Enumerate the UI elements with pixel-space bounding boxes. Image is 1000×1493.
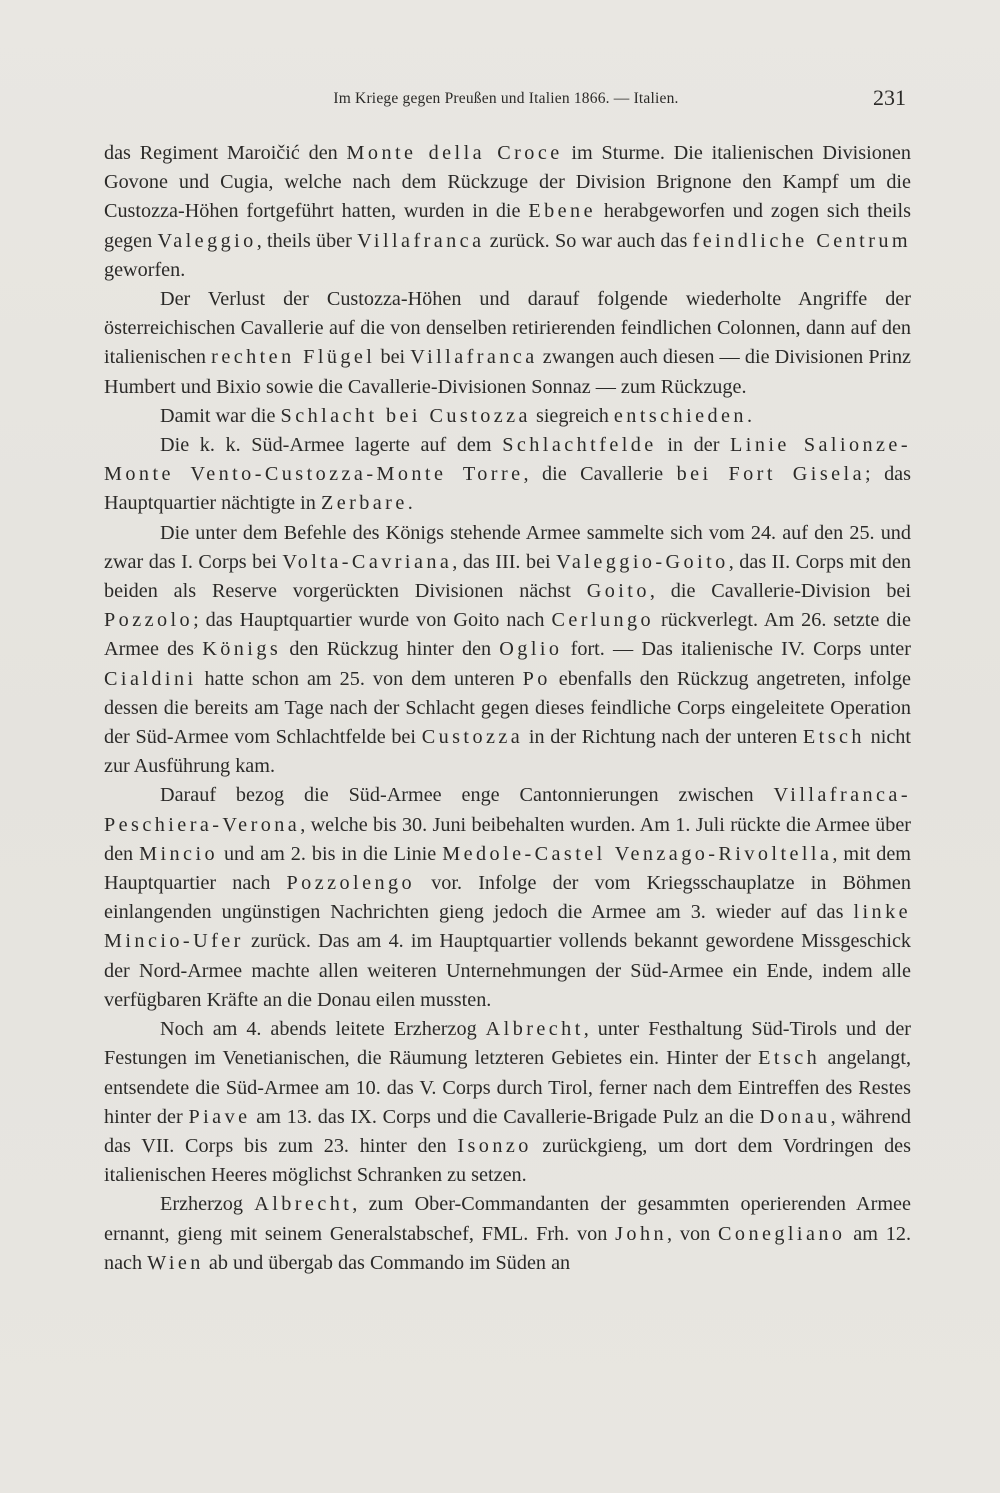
text-run: und am 2. bis in die Linie xyxy=(218,842,443,865)
spaced-emphasis: Schlachtfelde xyxy=(502,434,657,457)
spaced-emphasis: Valeggio xyxy=(157,229,257,252)
spaced-emphasis: entschieden xyxy=(613,404,747,427)
text-run: rückverlegt. Am 26. setzte die Armee des xyxy=(104,609,911,661)
spaced-emphasis: Albrecht xyxy=(254,1193,353,1216)
text-run: nicht zur Ausführung kam. xyxy=(104,726,911,778)
spaced-emphasis: Volta-Cavriana xyxy=(282,550,453,573)
paragraph xyxy=(104,1015,911,1190)
text-run: , zum Ober-Commandanten der gesammten operierenden Armee ernannt, gieng mit seinem Generalstabschef, FML. Frh. von xyxy=(104,1193,911,1245)
spaced-emphasis: Cerlungo xyxy=(551,609,655,632)
spaced-emphasis: feindliche Centrum xyxy=(692,229,912,252)
text-run: ebenfalls den Rückzug angetreten, infolge dessen die bereits am Tage nach der Schlacht gegen dieses feindliche Corps eingeleitete Operation der Süd-Armee vom Schlachtfelde bei xyxy=(104,667,911,749)
spaced-emphasis: Piave xyxy=(188,1105,251,1128)
text-run: siegreich xyxy=(530,404,614,427)
paragraph xyxy=(104,1190,911,1278)
spaced-emphasis: Monte della Croce xyxy=(346,142,563,164)
body-text xyxy=(104,139,911,1278)
text-run: in der Richtung nach der unteren xyxy=(523,726,803,749)
spaced-emphasis: Mincio xyxy=(139,842,219,865)
text-run: vor. Infolge der vom Kriegsschauplatze in Böhmen einlangenden ungünstigen Nachrichten gieng jedoch die Armee am 3. wieder auf das xyxy=(104,872,911,924)
text-run: angelangt, entsendete die Süd-Armee am 10. das V. Corps durch Tirol, ferner nach dem Eintreffen des Restes hinter der xyxy=(104,1047,911,1128)
spaced-emphasis: bei Fort Gisela xyxy=(676,463,865,486)
spaced-emphasis: Wien xyxy=(147,1251,204,1274)
text-run: das Regiment Maroičić den xyxy=(104,142,347,164)
spaced-emphasis: Ebene xyxy=(528,200,596,223)
spaced-emphasis: Conegliano xyxy=(718,1222,846,1245)
text-run: Damit war die xyxy=(160,404,281,427)
spaced-emphasis: Donau xyxy=(759,1105,831,1128)
text-run: ab und übergab das Commando im Süden an xyxy=(203,1251,571,1274)
text-run: hatte schon am 25. von dem unteren xyxy=(196,667,523,690)
text-run: Darauf bezog die Süd-Armee enge Cantonnierungen zwischen xyxy=(160,784,774,807)
spaced-emphasis: Isonzo xyxy=(457,1134,532,1157)
paragraph xyxy=(104,139,911,285)
spaced-emphasis: Albrecht xyxy=(485,1018,584,1041)
spaced-emphasis: Villafranca-Peschiera-Verona xyxy=(104,784,911,836)
text-run: zurück. So war auch das xyxy=(484,229,693,252)
spaced-emphasis: Po xyxy=(522,667,551,690)
paragraph xyxy=(104,285,911,402)
spaced-emphasis: Valeggio-Goito xyxy=(556,550,729,573)
text-run: , die Cavallerie xyxy=(523,463,677,486)
text-run: am 12. nach xyxy=(104,1222,911,1274)
spaced-emphasis: Schlacht bei Custozza xyxy=(280,404,531,427)
spaced-emphasis: Villafranca xyxy=(410,346,538,369)
spaced-emphasis: Custozza xyxy=(421,726,524,749)
text-run: , theils über xyxy=(256,229,358,252)
spaced-emphasis: Etsch xyxy=(802,726,865,749)
paragraph xyxy=(104,519,911,782)
text-run: ; das Hauptquartier nächtigte in xyxy=(104,463,911,515)
text-run: in der xyxy=(656,434,731,457)
text-run: den Rückzug hinter den xyxy=(281,638,500,661)
text-run: . xyxy=(407,492,413,515)
spaced-emphasis: Cialdini xyxy=(104,667,197,690)
spaced-emphasis: John xyxy=(615,1222,668,1245)
text-run: , mit dem Hauptquartier nach xyxy=(104,842,911,895)
text-run: Die unter dem Befehle des Königs stehende Armee sammelte sich vom 24. auf den 25. und zwar das I. Corps bei xyxy=(104,521,911,573)
spaced-emphasis: rechten Flügel xyxy=(211,346,376,369)
text-run: geworfen. xyxy=(104,258,186,281)
text-run: herabgeworfen und zogen sich theils gegen xyxy=(104,200,912,252)
text-run: Der Verlust der Custozza-Höhen und darauf folgende wiederholte Angriffe der österreichischen Cavallerie auf die von denselben retirierenden feindlichen Colonnen, dann auf den italienischen xyxy=(104,288,911,369)
text-run: , unter Festhaltung Süd-Tirols und der Festungen im Venetianischen, die Räumung letzteren Gebietes ein. Hinter der xyxy=(104,1018,912,1070)
text-run: ; das Hauptquartier wurde von Goito nach xyxy=(193,609,552,632)
spaced-emphasis: Oglio xyxy=(499,638,563,661)
text-run: , das III. bei xyxy=(452,550,557,573)
spaced-emphasis: Königs xyxy=(202,638,282,661)
text-run: am 13. das IX. Corps und die Cavallerie-Brigade Pulz an die xyxy=(250,1105,760,1128)
spaced-emphasis: Zerbare xyxy=(320,492,408,515)
spaced-emphasis: Linie Salionze-Monte Vento-Custozza-Monte Torre xyxy=(104,434,911,486)
text-run: zwangen auch diesen — die Divisionen Prinz Humbert und Bixio sowie die Cavallerie-Divisionen Sonnaz — zum Rückzuge. xyxy=(104,346,911,398)
spaced-emphasis: Pozzolo xyxy=(104,609,194,632)
text-run: , das II. Corps mit den beiden als Reserve vorgerückten Divisionen nächst xyxy=(104,550,912,603)
paragraph xyxy=(104,781,911,1015)
text-run: Erzherzog xyxy=(160,1193,255,1216)
spaced-emphasis: linke Mincio-Ufer xyxy=(104,901,911,953)
text-run: zurückgieng, um dort dem Vordringen des italienischen Heeres möglichst Schranken zu setzen. xyxy=(104,1134,911,1187)
text-run: , von xyxy=(667,1222,719,1245)
text-run: , während das VII. Corps bis zum 23. hinter den xyxy=(104,1105,911,1157)
spaced-emphasis: Medole-Castel Venzago-Rivoltella xyxy=(442,842,833,865)
text-run: Die k. k. Süd-Armee lagerte auf dem xyxy=(160,434,503,457)
spaced-emphasis: Villafranca xyxy=(357,229,485,252)
running-title: Im Kriege gegen Preußen und Italien 1866. — Italien. xyxy=(333,90,679,107)
text-run: , welche bis 30. Juni beibehalten wurden. Am 1. Juli rückte die Armee über den xyxy=(104,813,911,865)
text-run: zurück. Das am 4. im Hauptquartier vollends bekannt gewordene Missgeschick der Nord-Armee machte allen weiteren Unternehmungen der Süd-Armee ein Ende, indem alle verfügbaren Kräfte an die Donau eilen mussten. xyxy=(104,930,911,1011)
spaced-emphasis: Etsch xyxy=(758,1047,821,1070)
text-run: , die Cavallerie-Division bei xyxy=(649,580,911,603)
paragraph xyxy=(104,402,911,431)
paragraph xyxy=(104,431,911,519)
spaced-emphasis: Goito xyxy=(586,580,650,603)
running-head xyxy=(106,84,906,114)
text-run: bei xyxy=(375,346,411,369)
text-run: . xyxy=(746,404,753,427)
text-run: Noch am 4. abends leitete Erzherzog xyxy=(160,1018,486,1041)
page-number: 231 xyxy=(873,85,906,110)
spaced-emphasis: Pozzolengo xyxy=(286,872,416,895)
text-run: fort. — Das italienische IV. Corps unter xyxy=(562,638,911,661)
text-run: im Sturme. Die italienischen Divisionen Govone und Cugia, welche nach dem Rückzuge der Division Brignone den Kampf um die Custozza-Höhen fortgeführt hatten, wurden in die xyxy=(104,142,911,223)
